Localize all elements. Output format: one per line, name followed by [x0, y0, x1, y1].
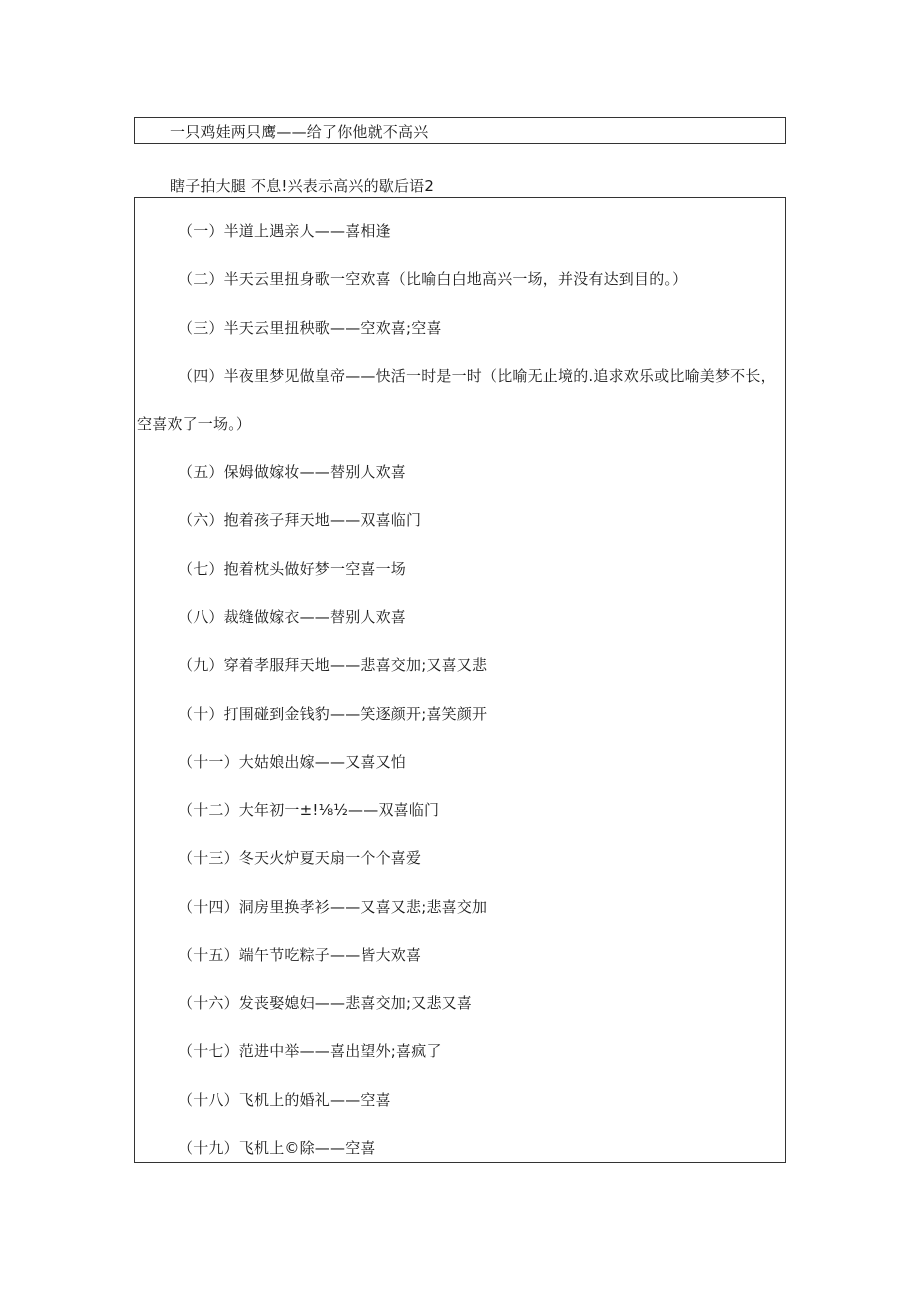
list-item: （十五）端午节吃粽子——皆大欢喜	[178, 946, 422, 964]
list-item: （十三）冬天火炉夏天扇一个个喜爱	[178, 849, 422, 867]
list-item: （十）打围碰到金钱豹——笑逐颜开;喜笑颜开	[178, 705, 488, 723]
list-item: （一）半道上遇亲人——喜相逢	[178, 222, 391, 240]
list-item: （十六）发丧娶媳妇——悲喜交加;又悲又喜	[178, 994, 473, 1012]
list-item: （五）保姆做嫁妆——替别人欢喜	[178, 463, 407, 481]
list-item-continuation: 空喜欢了一场。）	[137, 415, 252, 433]
main-table-cell	[134, 197, 786, 1163]
list-item: （十一）大姑娘出嫁——又喜又怕	[178, 753, 407, 771]
top-line-text: 一只鸡娃两只鹰——给了你他就不高兴	[170, 123, 429, 141]
list-item: （二）半天云里扭身歌一空欢喜（比喻白白地高兴一场，并没有达到目的。）	[178, 270, 688, 288]
list-item: （十九）飞机上©除——空喜	[178, 1139, 376, 1157]
list-item: （三）半天云里扭秧歌——空欢喜;空喜	[178, 319, 442, 337]
section-heading: 瞎子拍大腿 不息!兴表示高兴的歇后语2	[170, 177, 435, 195]
list-item: （十四）洞房里换孝衫——又喜又悲;悲喜交加	[178, 898, 488, 916]
list-item: （九）穿着孝服拜天地——悲喜交加;又喜又悲	[178, 656, 488, 674]
list-item: （七）抱着枕头做好梦一空喜一场	[178, 560, 407, 578]
list-item: （十七）范进中举——喜出望外;喜疯了	[178, 1042, 442, 1060]
list-item: （十二）大年初一±!⅛½——双喜临门	[178, 801, 440, 819]
list-item: （六）抱着孩子拜天地——双喜临门	[178, 511, 422, 529]
list-item: （四）半夜里梦见做皇帝——快活一时是一时（比喻无止境的.追求欢乐或比喻美梦不长，	[178, 367, 776, 385]
list-item: （十八）飞机上的婚礼——空喜	[178, 1091, 391, 1109]
list-item: （八）裁缝做嫁衣——替别人欢喜	[178, 608, 407, 626]
